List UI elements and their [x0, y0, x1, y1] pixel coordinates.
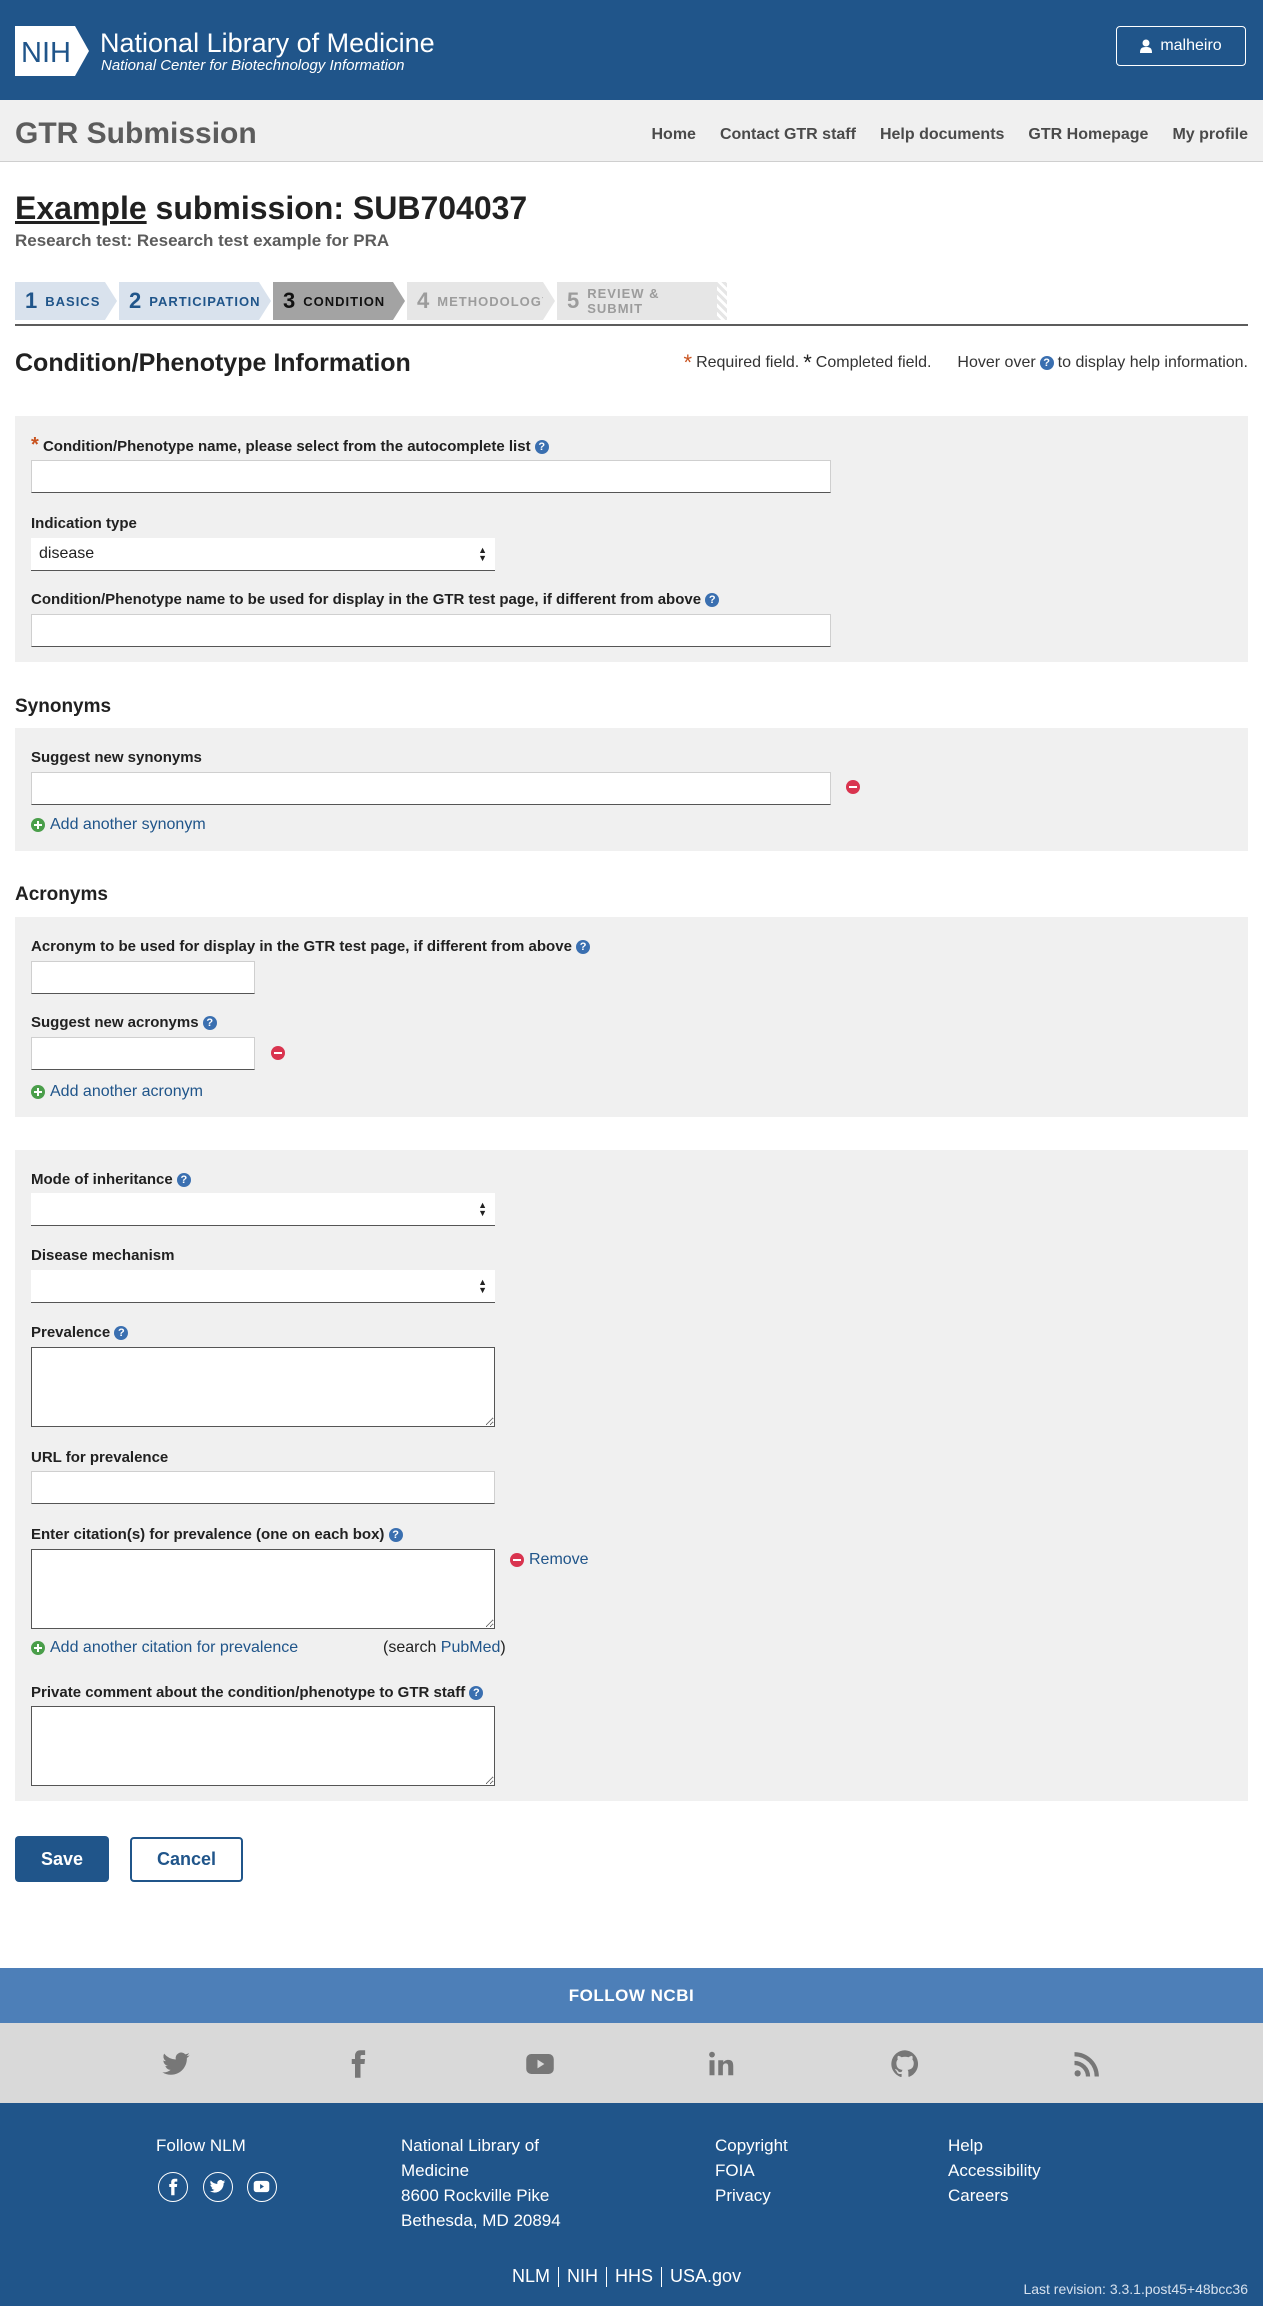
- sort-arrows-icon: ▲ ▼: [478, 545, 487, 563]
- follow-ncbi-bar: FOLLOW NCBI: [0, 1968, 1263, 2023]
- prevalence-textarea[interactable]: [31, 1347, 495, 1427]
- condition-name-label-text: Condition/Phenotype name, please select from the autocomplete list: [42, 438, 531, 455]
- linkedin-icon[interactable]: [707, 2049, 737, 2079]
- top-nav: [652, 126, 1249, 144]
- step-divider: [393, 282, 405, 320]
- footer-link-nlm[interactable]: NLM: [512, 2266, 551, 2286]
- app-bar: [0, 100, 1263, 162]
- add-icon: [31, 1085, 45, 1099]
- condition-name-label: [31, 436, 549, 456]
- nlm-twitter-icon[interactable]: [203, 2172, 233, 2202]
- footer-col-legal: [715, 2133, 788, 2208]
- mechanism-label: Disease mechanism: [31, 1247, 175, 1264]
- help-icon[interactable]: ?: [535, 440, 549, 454]
- search-post: ): [500, 1639, 506, 1656]
- twitter-icon[interactable]: [161, 2049, 191, 2079]
- sort-arrows-icon: ▲ ▼: [478, 1277, 487, 1295]
- suggest-acronyms-label: [31, 1014, 217, 1032]
- org-title[interactable]: National Library of Medicine: [100, 28, 435, 58]
- prevalence-label: [31, 1324, 128, 1342]
- nlm-address: [401, 2133, 561, 2233]
- example-link[interactable]: Example: [15, 190, 147, 226]
- private-comment-label: [31, 1684, 483, 1702]
- step-number: 2: [129, 288, 142, 313]
- org-subtitle[interactable]: National Center for Biotechnology Information: [101, 57, 405, 74]
- step-label: PARTICIPATION: [149, 293, 261, 309]
- field-legend: [683, 350, 1249, 375]
- synonym-input[interactable]: [31, 772, 831, 805]
- footer-link-usagov[interactable]: USA.gov: [670, 2266, 742, 2286]
- help-icon[interactable]: ?: [114, 1326, 128, 1340]
- add-acronym-link[interactable]: [31, 1083, 203, 1101]
- mechanism-select[interactable]: [31, 1270, 495, 1303]
- inheritance-select[interactable]: [31, 1193, 495, 1226]
- last-revision: Last revision: 3.3.1.post45+48bcc36: [1023, 2281, 1248, 2297]
- page-title: [15, 190, 527, 226]
- add-icon: [31, 818, 45, 832]
- step-divider: [543, 282, 555, 320]
- user-account-button[interactable]: [1116, 26, 1246, 66]
- page-subtitle: Research test: Research test example for PRA: [15, 231, 390, 250]
- step-number: 1: [25, 288, 38, 313]
- remove-citation-link[interactable]: [510, 1551, 589, 1569]
- nlm-youtube-icon[interactable]: [247, 2172, 277, 2202]
- address-line[interactable]: Bethesda, MD 20894: [401, 2211, 561, 2230]
- required-star-icon: *: [683, 350, 693, 375]
- suggest-acronyms-label-text: Suggest new acronyms: [31, 1014, 199, 1031]
- link-separator: [558, 2267, 559, 2287]
- user-icon: [1140, 39, 1152, 53]
- help-icon[interactable]: ?: [469, 1686, 483, 1700]
- wizard-steps: [15, 280, 1248, 326]
- step-label: METHODOLOGY: [437, 293, 552, 309]
- address-line[interactable]: National Library of: [401, 2136, 539, 2155]
- step-divider: [259, 282, 271, 320]
- help-icon[interactable]: ?: [203, 1016, 217, 1030]
- synonyms-label: Suggest new synonyms: [31, 749, 202, 766]
- sort-arrows-icon: ▲ ▼: [478, 1200, 487, 1218]
- youtube-icon[interactable]: [525, 2049, 555, 2079]
- acronym-display-label: [31, 938, 590, 956]
- user-name: malheiro: [1160, 37, 1222, 54]
- link-separator: [661, 2267, 662, 2287]
- add-citation-text: Add another citation for prevalence: [50, 1639, 299, 1656]
- inheritance-label-text: Mode of inheritance: [31, 1171, 173, 1188]
- help-icon: ?: [1040, 356, 1054, 370]
- github-icon[interactable]: [890, 2049, 920, 2079]
- step-number: 3: [283, 288, 296, 313]
- footer-link-privacy[interactable]: Privacy: [715, 2186, 771, 2205]
- step-end: [717, 282, 727, 320]
- nih-logo[interactable]: [15, 26, 89, 76]
- submission-id: submission: SUB704037: [146, 190, 528, 226]
- nlm-facebook-icon[interactable]: [158, 2172, 188, 2202]
- remove-acronym-icon[interactable]: [271, 1046, 285, 1060]
- step-methodology: [407, 282, 552, 320]
- legend-hover-pre: Hover over: [957, 354, 1036, 371]
- step-condition[interactable]: [273, 282, 393, 320]
- display-name-label-text: Condition/Phenotype name to be used for display in the GTR test page, if different from above: [31, 591, 702, 608]
- footer-link-copyright[interactable]: Copyright: [715, 2136, 788, 2155]
- remove-synonym-icon[interactable]: [846, 780, 860, 794]
- display-name-input[interactable]: [31, 614, 831, 647]
- footer-link-careers[interactable]: Careers: [948, 2186, 1009, 2205]
- url-prevalence-input[interactable]: [31, 1471, 495, 1504]
- condition-name-input[interactable]: [31, 460, 831, 493]
- step-divider: [105, 282, 117, 320]
- social-bar: [0, 2023, 1263, 2103]
- nih-logo-text: NIH: [21, 37, 71, 69]
- step-participation[interactable]: [119, 282, 259, 320]
- footer-link-accessibility[interactable]: Accessibility: [948, 2161, 1041, 2180]
- follow-nlm-heading: Follow NLM: [156, 2136, 246, 2155]
- rss-icon[interactable]: [1072, 2049, 1102, 2079]
- nav-gtr-homepage[interactable]: GTR Homepage: [1028, 126, 1149, 143]
- completed-star-icon: *: [803, 350, 812, 375]
- add-synonym-link[interactable]: [31, 816, 206, 834]
- acronyms-heading: Acronyms: [15, 884, 108, 905]
- acronym-display-input[interactable]: [31, 961, 255, 994]
- pubmed-link[interactable]: PubMed: [440, 1639, 501, 1656]
- search-pre: (search: [383, 1639, 441, 1656]
- address-line[interactable]: 8600 Rockville Pike: [401, 2186, 550, 2205]
- step-number: 4: [417, 288, 430, 313]
- step-number: 5: [567, 288, 580, 313]
- footer-link-foia[interactable]: FOIA: [715, 2161, 755, 2180]
- nlm-header: [0, 0, 1263, 100]
- required-star-icon: *: [31, 434, 39, 456]
- indication-type-value: disease: [39, 545, 95, 562]
- citation-label-text: Enter citation(s) for prevalence (one on each box): [31, 1526, 385, 1543]
- help-icon[interactable]: ?: [177, 1173, 191, 1187]
- remove-citation-text: Remove: [529, 1551, 589, 1568]
- synonyms-heading: Synonyms: [15, 696, 112, 717]
- suggest-acronym-input[interactable]: [31, 1037, 255, 1070]
- cancel-button[interactable]: Cancel: [130, 1837, 243, 1882]
- add-acronym-text: Add another acronym: [50, 1083, 203, 1100]
- search-pubmed: [383, 1639, 506, 1657]
- help-icon[interactable]: ?: [389, 1528, 403, 1542]
- acronym-display-label-text: Acronym to be used for display in the GTR test page, if different from above: [31, 938, 572, 955]
- citation-textarea[interactable]: [31, 1549, 495, 1629]
- footer-link-help[interactable]: Help: [948, 2136, 983, 2155]
- legend-completed: Completed field.: [815, 354, 932, 371]
- step-review-submit: [557, 282, 717, 320]
- add-icon: [31, 1641, 45, 1655]
- url-prevalence-label: URL for prevalence: [31, 1449, 169, 1466]
- step-label: REVIEW & SUBMIT: [587, 286, 660, 316]
- facebook-icon[interactable]: [343, 2049, 373, 2079]
- link-separator: [606, 2267, 607, 2287]
- app-title: GTR Submission: [15, 117, 257, 150]
- private-comment-label-text: Private comment about the condition/phenotype to GTR staff: [31, 1684, 466, 1701]
- legend-required: Required field.: [696, 354, 800, 371]
- private-comment-textarea[interactable]: [31, 1706, 495, 1786]
- prevalence-label-text: Prevalence: [31, 1324, 111, 1341]
- indication-type-select[interactable]: [31, 538, 495, 571]
- add-synonym-text: Add another synonym: [50, 816, 206, 833]
- nav-contact-gtr-staff[interactable]: Contact GTR staff: [719, 126, 856, 143]
- step-label: CONDITION: [303, 293, 386, 309]
- section-heading: Condition/Phenotype Information: [15, 349, 411, 377]
- inheritance-label: [31, 1171, 191, 1189]
- footer-link-nih[interactable]: NIH: [567, 2266, 599, 2286]
- step-label: BASICS: [45, 293, 101, 309]
- help-icon[interactable]: ?: [705, 593, 719, 607]
- remove-icon: [510, 1553, 524, 1567]
- add-citation-link[interactable]: [31, 1639, 298, 1657]
- nav-home[interactable]: Home: [651, 126, 696, 143]
- address-line[interactable]: Medicine: [401, 2161, 470, 2180]
- save-button[interactable]: Save: [15, 1836, 109, 1882]
- footer-link-hhs[interactable]: HHS: [615, 2266, 654, 2286]
- display-name-label: [31, 591, 719, 609]
- nav-my-profile[interactable]: My profile: [1172, 126, 1248, 143]
- step-basics[interactable]: [15, 282, 105, 320]
- legend-hover-post: to display help information.: [1057, 354, 1248, 371]
- indication-type-label: Indication type: [31, 515, 137, 532]
- citation-label: [31, 1526, 403, 1544]
- bottom-links: [512, 2266, 741, 2287]
- nav-help-documents[interactable]: Help documents: [879, 126, 1005, 143]
- help-icon[interactable]: ?: [576, 940, 590, 954]
- footer-col-help: [948, 2133, 1041, 2208]
